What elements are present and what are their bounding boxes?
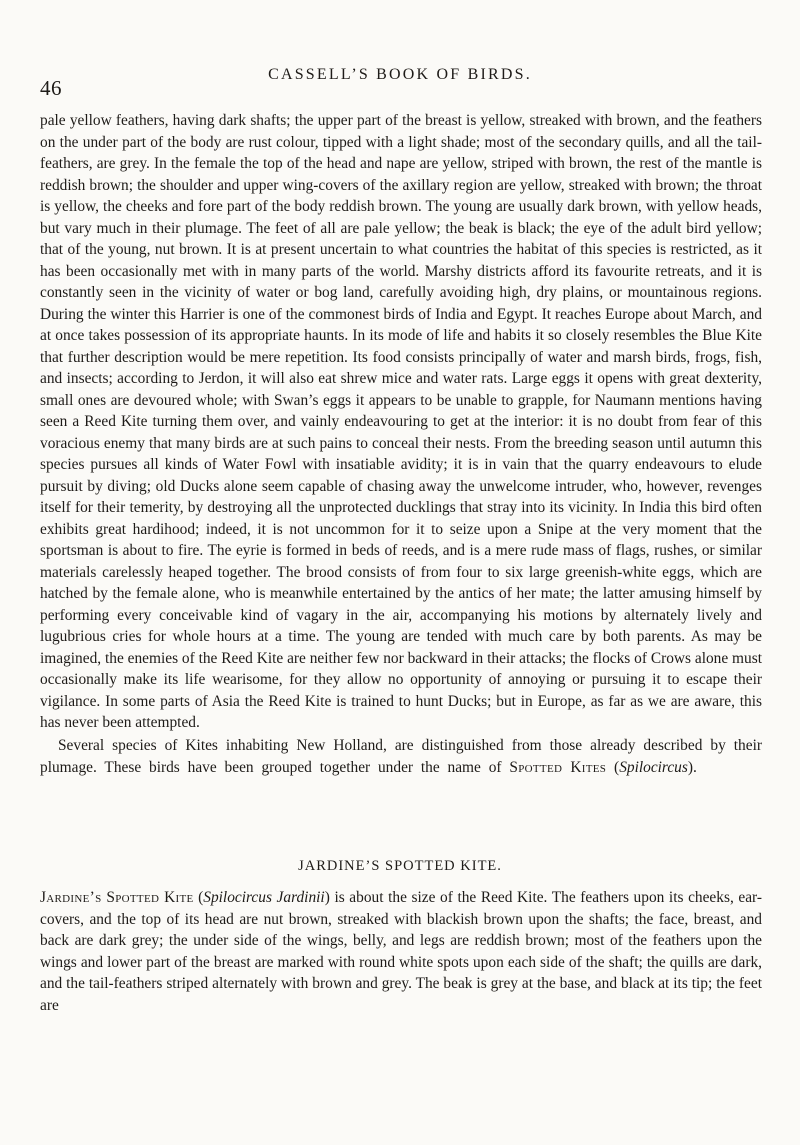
paren-open: ( — [193, 889, 204, 906]
paragraph-reed-kite: pale yellow feathers, having dark shafts; the upper part of the breast is yellow, streaked with brown, and the feathers on the under part of the body are rust colour, tipped with a light shade; most of the secondary quills, and all the tail-feathers, are grey. In the female the top of the head and nape are yellow, striped with brown, the rest of the mantle is reddish brown; the shoulder and upper wing-covers of the axillary region are yellow, streaked with brown; the throat is yellow, the cheeks and fore part of the body reddish brown. The young are usually dark brown, with yellow heads, but vary much in their plumage. The feet of all are pale yellow; the beak is black; the eye of the adult bird yellow; that of the young, nut brown. It is at present uncertain to what countries the habitat of this species is restricted, as it has been occasionally met with in many parts of the world. Marshy districts afford its favourite retreats, and it is constantly seen in the vicinity of water or bog land, carefully avoiding high, dry plains, or mountainous regions. During the winter this Harrier is one of the commonest birds of India and Egypt. It reaches Europe about March, and at once takes possession of its appropriate haunts. In its mode of life and habits it so closely resembles the Blue Kite that further description would be mere repetition. Its food consists principally of water and marsh birds, frogs, fish, and insects; according to Jerdon, it will also eat shrew mice and water rats. Large eggs it opens with great dexterity, small ones are devoured whole; with Swan’s eggs it appears to be unable to grapple, for Naumann mentions having seen a Reed Kite turning them over, and vainly endeavouring to get at the interior: it is no doubt from fear of this voracious enemy that many birds are at such pains to conceal their nests. From the breeding season until autumn this species pursues all kinds of Water Fowl with insatiable avidity; it is in vain that the quarry endeavours to elude pursuit by diving; old Ducks alone seem capable of chasing away the unwelcome intruder, who, however, revenges itself for their temerity, by destroying all the unprotected ducklings that stray into its vicinity. In India this bird often exhibits great hardihood; indeed, it is not uncommon for it to seize upon a Snipe at the very moment that the sportsman is about to fire. The eyrie is formed in beds of reeds, and is a mere rude mass of flags, rushes, or similar materials carelessly heaped together. The brood consists of from four to six large greenish-white eggs, which are hatched by the female alone, who is meanwhile entertained by the antics of her mate; the latter amusing himself by performing every conceivable kind of vagary in the air, accompanying his motions by alternately lively and lugubrious cries for whole hours at a time. The young are tended with much care by both parents. As may be imagined, the enemies of the Reed Kite are neither few nor backward in their attacks; the flocks of Crows alone must occasionally make its life wearisome, for they allow no opportunity of annoying or pursuing it to escape their vigilance. In some parts of Asia the Reed Kite is trained to hunt Ducks; but in Europe, as far as we are aware, this has never been attempted. — [40, 112, 762, 731]
paren-close: ). — [687, 758, 697, 776]
paragraph-jardines-spotted-kite — [40, 887, 762, 1016]
paragraph-spotted-kites — [40, 735, 762, 778]
paragraph-text: Several species of Kites inhabiting New Holland, are distinguished from those already described by their plumage. These birds have been grouped together under the name of — [40, 737, 762, 776]
group-name: Spotted Kites — [509, 758, 607, 776]
running-title: CASSELL’S BOOK OF BIRDS. — [268, 66, 532, 83]
paragraph-text: ) is about the size of the Reed Kite. The feathers upon its cheeks, ear-covers, and the top of its head are nut brown, streaked with blackish brown upon the shafts; the face, breast, and back are dark grey; the under side of the wings, belly, and legs are reddish brown; most of the feathers upon the wings and lower part of the breast are marked with round white spots upon each side of the shaft; the quills are dark, and the tail-feathers striped alternately with brown and grey. The beak is grey at the base, and black at its tip; the feet are — [40, 889, 762, 1014]
latin-name: Spilocircus Jardinii — [203, 889, 325, 906]
species-name: Jardine’s Spotted Kite — [40, 889, 194, 906]
section-heading: JARDINE’S SPOTTED KITE. — [298, 858, 502, 874]
genus-name: Spilocircus — [619, 758, 688, 776]
paren-open: ( — [606, 758, 620, 776]
page-number: 46 — [40, 76, 62, 100]
